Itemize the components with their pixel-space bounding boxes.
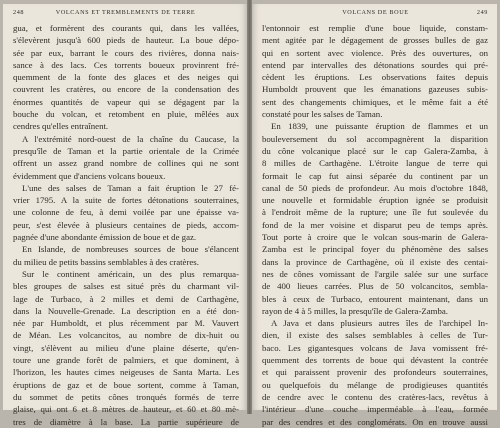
text-line: tres de diamètre à la base. La partie supérieure de — [13, 416, 239, 427]
left-running-head — [13, 9, 239, 19]
text-line: cèdent les éruptions. Les observations faites depuis — [262, 72, 488, 83]
text-line: presqu'île de Taman et la partie orientale de la Crimée — [13, 145, 239, 156]
text-line: fond de la mer voisine et disparut peu de temps après. — [262, 219, 488, 230]
text-line: quemment de la fonte des glaces et des neiges qui — [13, 72, 239, 83]
left-running-title: VOLCANS ET TREMBLEMENTS DE TERRE — [55, 9, 196, 16]
text-line: cendres qu'elles entraînent. — [13, 121, 109, 132]
text-line: Tout porte à croire que le volcan sous-marin de Galera- — [262, 232, 488, 243]
text-line: A Java et dans plusieurs autres îles de l'archipel In- — [271, 318, 488, 329]
text-line: constaté pour les salses de Taman. — [262, 109, 383, 120]
text-line: du cône volcanique placé sur le cap Galera-Zamba, à — [262, 145, 488, 156]
text-line: dien, il existe des salses semblables à celles de Tur- — [262, 330, 488, 341]
text-line: vrier 1795. A la suite de fortes détonations souterraines, — [13, 195, 239, 206]
text-line: offrent un assez grand nombre de collines qui ne sont — [13, 158, 239, 169]
right-running-head — [262, 9, 488, 19]
text-line: bles groupes de salses est situé près du charmant vil- — [13, 281, 239, 292]
text-line: nes de cônes vomissant de l'argile salée sur une surface — [262, 268, 488, 279]
left-page-number: 248 — [13, 9, 25, 16]
text-line: à l'endroit même de la rupture; une île fut soulevée du — [262, 207, 488, 218]
text-line: sance à des lacs. Ces torrents boueux provinrent fré- — [13, 59, 239, 70]
text-line: dans la province de Carthagène, où il existe des centai- — [262, 256, 488, 267]
text-line: du milieu de petits bassins semblables à des cratères. — [13, 256, 199, 267]
text-line: ment agitée par le dégagement de grosses bulles de gaz — [262, 35, 488, 46]
text-line: de 400 lieues carrées. Plus de 50 volcancitos, sembla- — [262, 281, 488, 292]
text-line: Sur le continent américain, un des plus remarqua- — [22, 268, 239, 279]
text-line: canal de 50 pieds de profondeur. Au mois d'octobre 1848, — [262, 182, 488, 193]
text-line: l'intérieur d'une couche imperméable à l'eau, formée — [262, 404, 488, 415]
right-page — [252, 4, 497, 427]
text-line: s'élevèrent jusqu'à 600 pieds de hauteur. La boue dépo- — [13, 35, 239, 46]
text-line: formait le cap fut ainsi séparée du continent par un — [262, 170, 488, 181]
text-line: couvrent les cratères, ou encore de la condensation des — [13, 84, 239, 95]
right-text-block — [262, 22, 488, 428]
text-line: En 1839, une puissante éruption de flammes et un — [271, 121, 488, 132]
text-line: glaise, qui ont 6 et 8 mètres de hauteur, et 60 et 80 mè- — [13, 404, 239, 415]
text-line: qui en sortent avec violence. Près des ouvertures, on — [262, 47, 488, 58]
text-line: une nouvelle et formidable éruption ignée se produisit — [262, 195, 488, 206]
text-line: éruptions de gaz et de boue sortent, comme à Taman, — [13, 379, 239, 390]
text-line: de Méan. Les volcancitos, au nombre de dix-huit ou — [13, 330, 239, 341]
right-running-title: VOLCANS DE BOUE — [342, 9, 409, 16]
text-line: peur, s'est élevée à plusieurs centaines de pieds, accom- — [13, 219, 239, 230]
text-line: du sommet de petits cônes tronqués formés de terre — [13, 391, 239, 402]
text-line: 8 milles de Carthagène. L'étroite langue de terre qui — [262, 158, 488, 169]
text-line: gua, et formèrent des courants qui, dans les vallées, — [13, 23, 239, 33]
text-line: et qui paraissent provenir des profondeurs souterraines, — [262, 367, 488, 378]
text-line: bles à ceux de Turbaco, entourent maintenant, dans un — [262, 293, 488, 304]
left-page — [3, 4, 247, 427]
text-line: bouleversement du sol accompagnèrent la disparition — [262, 133, 488, 144]
text-line: dans la Nouvelle-Grenade. La description en a été don- — [13, 305, 239, 316]
text-line: évidemment que d'anciens volcans boueux. — [13, 170, 166, 181]
text-line: pagnée d'une abondante émission de boue et de gaz. — [13, 232, 197, 243]
text-line: Zamba est le principal foyer du phénomène des salses — [262, 244, 488, 255]
left-text-block — [13, 22, 239, 428]
text-line: quemment des torrents de boue qui dévastent la contrée — [262, 355, 488, 366]
text-line: Humboldt prouvent que les émanations gazeuses subis- — [262, 84, 488, 95]
text-line: sent des changements chimiques, et le même fait a été — [262, 96, 488, 107]
text-line: l'horizon, les hautes cimes neigeuses de Santa Marta. Les — [13, 367, 239, 378]
text-line: rayon de 4 à 5 milles, la presqu'île de Galera-Zamba. — [262, 305, 449, 316]
text-line: de cendre avec le contenu des cratères-lacs, revêtus à — [262, 391, 488, 402]
text-line: énormes quantités de vapeur qui se dégagent par la — [13, 96, 239, 107]
text-line: une colonne de feu, à demi voilée par une épaisse va- — [13, 207, 239, 218]
text-line: L'une des salses de Taman a fait éruption le 27 fé- — [22, 182, 239, 193]
text-line: toure une grande forêt de palmiers, et que dominent, à — [13, 355, 239, 366]
text-line: A l'extrémité nord-ouest de la chaîne du Caucase, la — [22, 133, 239, 144]
text-line: ou quelquefois du mélange de prodigieuses quantités — [262, 379, 488, 390]
text-line: entend par intervalles des détonations sourdes qui pré- — [262, 59, 488, 70]
text-line: lage de Turbaco, à 2 milles et demi de Carthagène, — [13, 293, 239, 304]
text-line: née par Humboldt, et plus récemment par M. Vauvert — [13, 318, 239, 329]
text-line: l'entonnoir est remplie d'une boue liquide, constam- — [262, 23, 488, 33]
text-line: par des cendres et des conglomérats. On en trouve aussi — [262, 416, 488, 427]
text-line: vingt, s'élèvent au milieu d'une plaine déserte, qu'en- — [13, 342, 239, 353]
text-line: baco. Les gigantesques volcans de Java vomissent fré- — [262, 342, 488, 353]
text-line: En Islande, de nombreuses sources de boue s'élancent — [22, 244, 239, 255]
text-line: sée par eux, barrant le cours des rivières, donna nais- — [13, 47, 239, 58]
right-page-number: 249 — [476, 9, 488, 16]
text-line: bouche du volcan, et retombent en pluie, mêlées aux — [13, 109, 239, 120]
